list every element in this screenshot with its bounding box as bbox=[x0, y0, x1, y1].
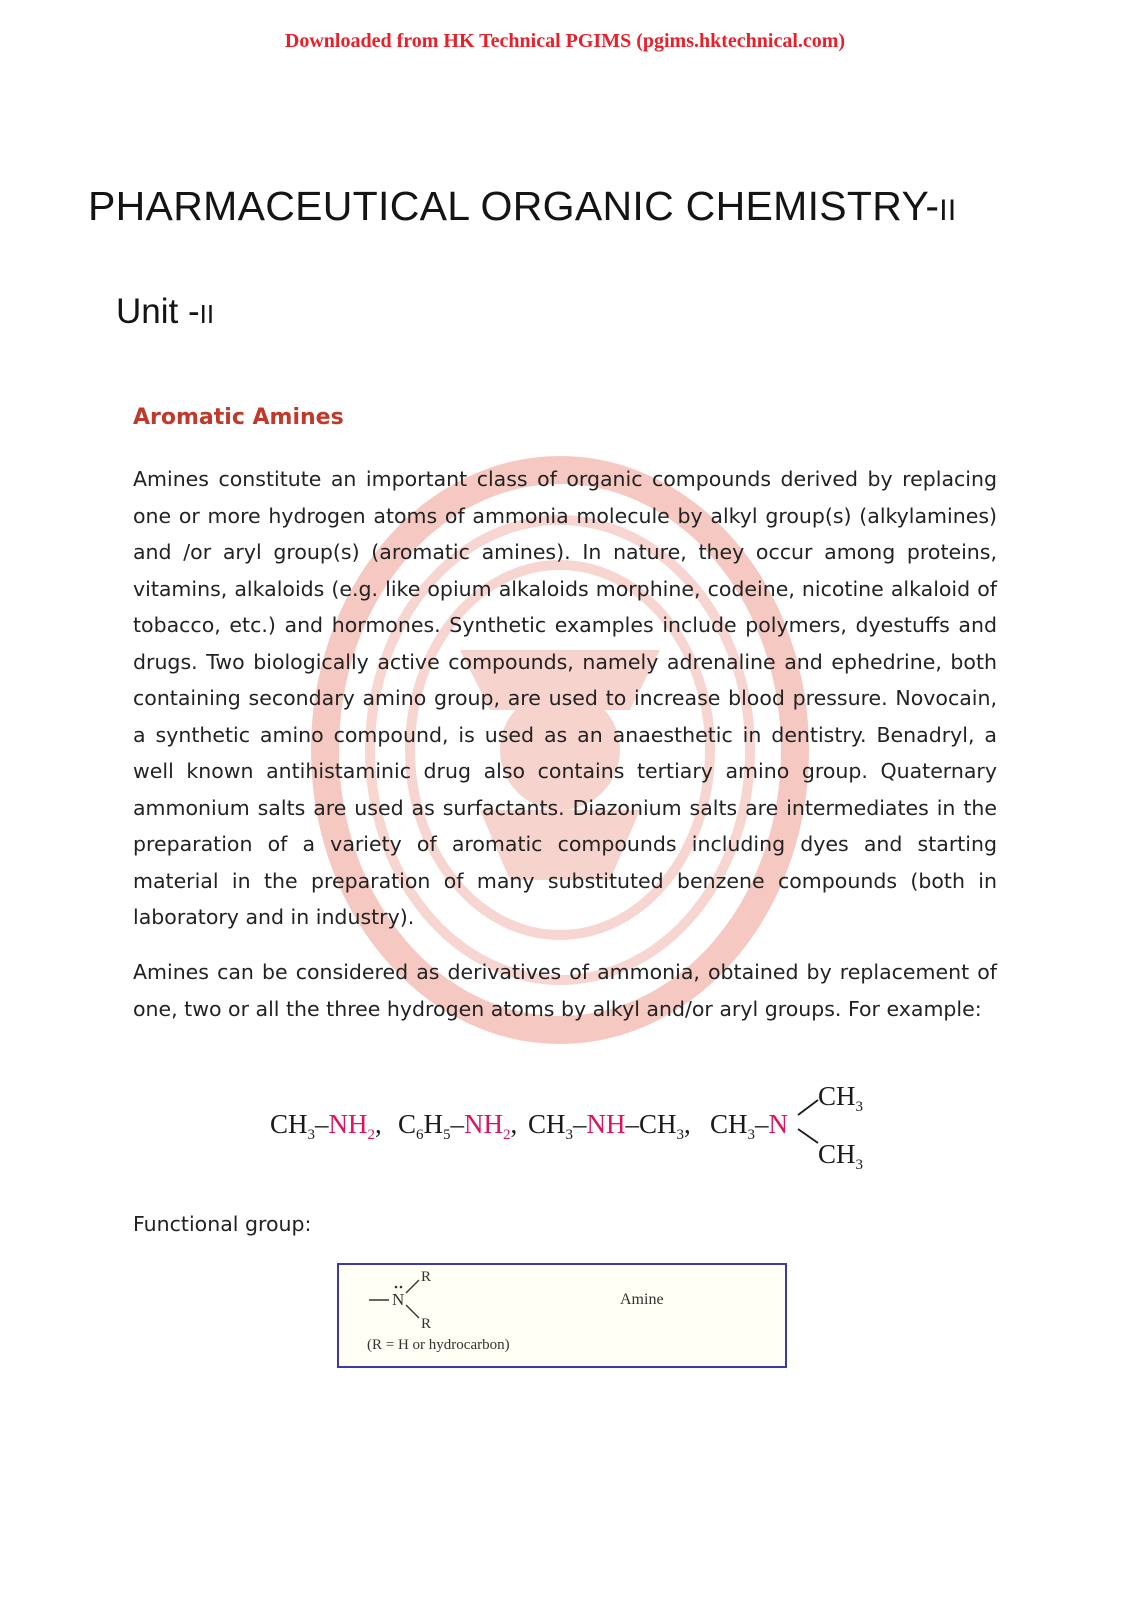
dimethylamine-formula: $CH_3-NH-CH_3$, bbox=[528, 1109, 691, 1143]
amine-structure bbox=[339, 1265, 785, 1366]
svg-text:N: N bbox=[392, 1290, 405, 1309]
intro-paragraph: Amines constitute an important class of organic compounds derived by replacing one or more hydrogen atoms of ammonia molecule by alkyl group(s) (alkylamines) and /or aryl group(s) (aromatic amines). In nature, they occur among proteins, vitamins, alkaloids (e.g. like opium alkaloids morphine, codeine, nicotine alkaloid of tobacco, etc.) and hormones. Synthetic examples include polymers, dyestuffs and drugs. Two biologically active compounds, namely adrenaline and ephedrine, both containing secondary amino group, are used to increase blood pressure. Novocain, a synthetic amino compound, is used as an anaesthetic in dentistry. Benadryl, a well known antihistaminic drug also contains tertiary amino group. Quaternary ammonium salts are used as surfactants. Diazonium salts are intermediates in the preparation of a variety of aromatic compounds including dyes and starting material in the preparation of many substituted benzene compounds (both in laboratory and in industry). bbox=[133, 467, 997, 929]
unit-title bbox=[116, 292, 214, 332]
svg-text:R: R bbox=[421, 1316, 432, 1332]
functional-group-box bbox=[337, 1263, 787, 1368]
methyl-top: $CH_3$ bbox=[818, 1081, 864, 1115]
section-heading: Aromatic Amines bbox=[133, 405, 344, 430]
methyl-bottom: $CH_3$ bbox=[818, 1139, 864, 1173]
svg-text:R: R bbox=[421, 1269, 432, 1285]
download-banner: Downloaded from HK Technical PGIMS (pgims.hktechnical.com) bbox=[284, 30, 846, 52]
unit-title-roman: II bbox=[199, 299, 215, 329]
functional-group-label: Functional group: bbox=[133, 1212, 312, 1236]
amine-examples-formula bbox=[250, 1075, 890, 1185]
methylamine-formula: $CH_3-NH_2$, bbox=[270, 1109, 382, 1143]
derivatives-paragraph: Amines can be considered as derivatives of ammonia, obtained by replacement of one, two or all the three hydrogen atoms by alkyl and/or aryl groups. For example: bbox=[133, 960, 997, 1021]
aniline-formula: $C_6H_5-NH_2$, bbox=[398, 1109, 518, 1143]
unit-title-text: Unit - bbox=[116, 292, 200, 331]
page-title-text: PHARMACEUTICAL ORGANIC CHEMISTRY- bbox=[88, 183, 940, 229]
page-title-roman: II bbox=[939, 194, 957, 227]
amine-name: Amine bbox=[620, 1291, 664, 1308]
trimethylamine-formula: $CH_3-N$ bbox=[710, 1109, 789, 1143]
page-title bbox=[88, 183, 1048, 230]
r-definition: (R = H or hydrocarbon) bbox=[367, 1337, 510, 1353]
